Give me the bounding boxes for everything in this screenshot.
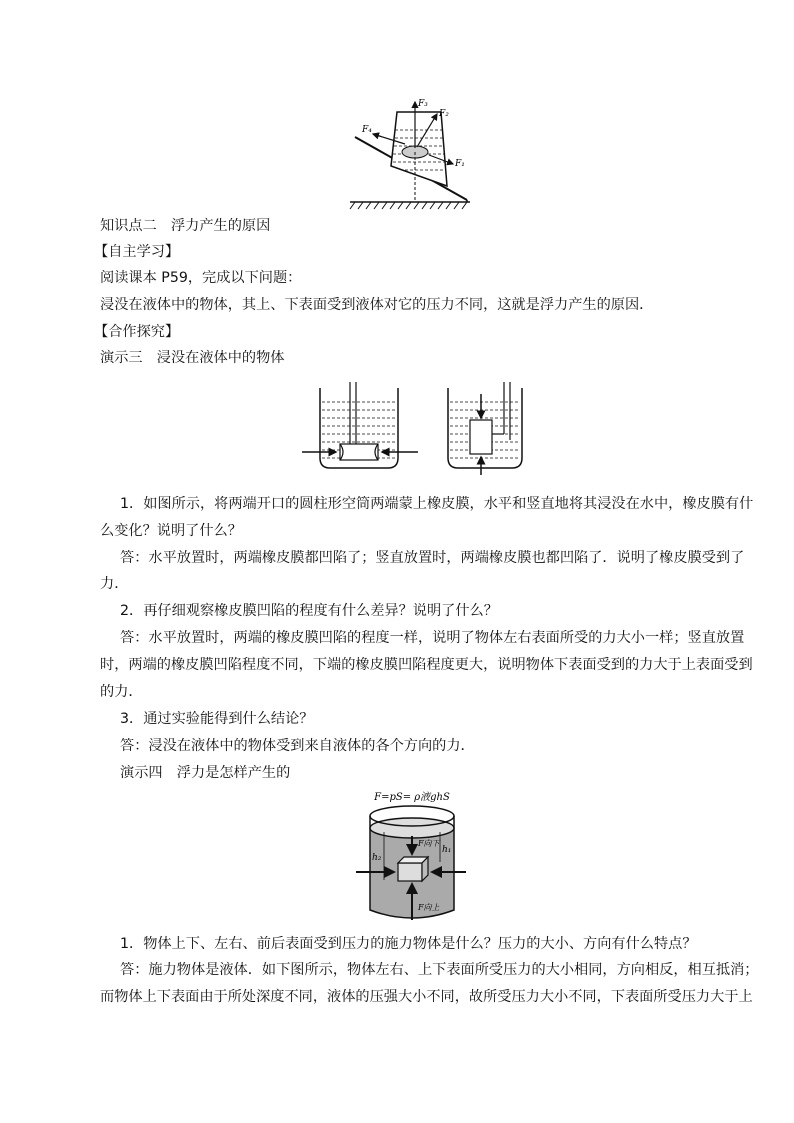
horizontal-tube bbox=[340, 444, 378, 460]
final-q1: 1．物体上下、左右、前后表面受到压力的施力物体是什么？压力的大小、方向有什么特点？ bbox=[120, 936, 697, 952]
label-f4: F₄ bbox=[362, 125, 372, 135]
q3: 3．通过实验能得到什么结论？ bbox=[120, 711, 314, 727]
label-f1: F₁ bbox=[455, 159, 465, 169]
liquid-surface bbox=[370, 818, 454, 838]
a1-line2: 力． bbox=[100, 576, 129, 592]
vertical-tube bbox=[470, 420, 492, 454]
incline-beaker-figure bbox=[345, 92, 475, 212]
a3: 答：浸没在液体中的物体受到来自液体的各个方向的力． bbox=[120, 738, 475, 754]
label-h1: h₁ bbox=[442, 845, 452, 855]
formula: F=pS= ρ液ghS bbox=[374, 792, 450, 803]
section-heading: 知识点二 浮力产生的原因 bbox=[100, 218, 271, 234]
q2: 2．再仔细观察橡皮膜凹陷的程度有什么差异？说明了什么？ bbox=[120, 603, 498, 619]
rubber-membrane-figure bbox=[300, 380, 530, 475]
q1-line1: 1．如图所示，将两端开口的圆柱形空筒两端蒙上橡皮膜，水平和竖直地将其浸没在水中，橡皮膜有什 bbox=[120, 496, 754, 512]
cube bbox=[398, 863, 422, 881]
label-f2: F₂ bbox=[439, 109, 449, 119]
label-f-down: F向下 bbox=[418, 839, 440, 848]
buoyancy-cause-figure bbox=[352, 788, 472, 928]
a2-line3: 的力． bbox=[100, 684, 143, 700]
q1-line2: 么变化？说明了什么？ bbox=[100, 523, 242, 539]
final-a1-line2: 而物体上下表面由于所处深度不同，液体的压强大小不同，故所受压力大小不同，下表面所受压力大于上 bbox=[100, 989, 753, 1005]
a2-line1: 答：水平放置时，两端的橡皮膜凹陷的程度一样，说明了物体左右表面所受的力大小一样；竖直放置 bbox=[120, 630, 745, 646]
final-a1-line1: 答：施力物体是液体．如下图所示，物体左右、上下表面所受压力的大小相同，方向相反，相互抵消； bbox=[120, 962, 759, 978]
demo4-title: 演示四 浮力是怎样产生的 bbox=[120, 765, 291, 781]
label-f-up: F向上 bbox=[418, 903, 440, 912]
cause-statement: 浸没在液体中的物体，其上、下表面受到液体对它的压力不同，这就是浮力产生的原因． bbox=[100, 297, 654, 313]
cooperative-label: 【合作探究】 bbox=[94, 324, 180, 340]
label-h2: h₂ bbox=[372, 853, 382, 863]
label-f3: F₃ bbox=[418, 99, 428, 109]
a2-line2: 时，两端的橡皮膜凹陷程度不同，下端的橡皮膜凹陷程度更大，说明物体下表面受到的力大于上表面受到 bbox=[100, 657, 753, 673]
reading-instruction: 阅读课本 P59，完成以下问题： bbox=[100, 270, 302, 286]
a1-line1: 答：水平放置时，两端橡皮膜都凹陷了；竖直放置时，两端橡皮膜也都凹陷了．说明了橡皮膜受到了 bbox=[120, 550, 745, 566]
self-study-label: 【自主学习】 bbox=[94, 244, 180, 260]
demo3-title: 演示三 浸没在液体中的物体 bbox=[100, 350, 285, 366]
